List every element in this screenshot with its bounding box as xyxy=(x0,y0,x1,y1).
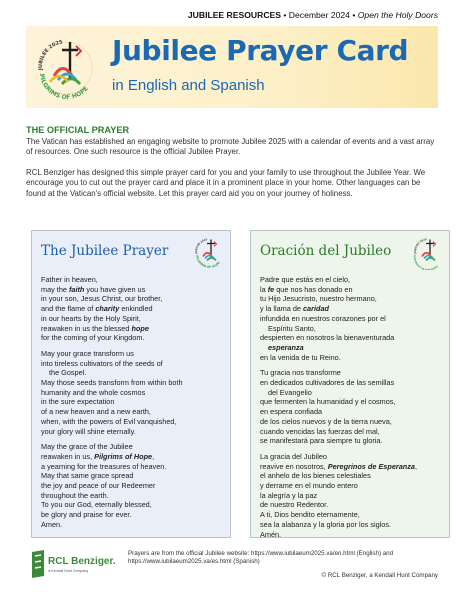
prayer-line xyxy=(41,324,231,334)
logo-top-text: JUBILEE 2025 xyxy=(37,39,64,71)
prayer-line: sea la alabanza y la gloria por los siglos. xyxy=(260,519,392,529)
english-logo-top-text: JUBILEE 2025 xyxy=(194,238,208,254)
header-date: December 2024 xyxy=(288,10,350,20)
intro-paragraph-2: RCL Benziger has designed this simple prayer card for you and your family to use throughout the Jubilee Year. We encourage you to cut out the prayer card and place it in a prominent place in your home. Other languages can be found at the Vatican's official website. Let this prayer card aid you on your journey of holiness. xyxy=(26,168,426,198)
prayer-line xyxy=(41,304,231,314)
prayer-line: en dedicados cultivadores de las semillas xyxy=(260,378,395,388)
jubilee-logo-small xyxy=(192,234,226,270)
prayer-line: To you our God, eternally blessed, xyxy=(41,500,152,510)
prayer-line: del Evangelio xyxy=(268,387,312,397)
rcl-benziger-logo xyxy=(30,548,120,580)
prayer-line: throughout the earth. xyxy=(41,490,109,500)
prayer-line xyxy=(260,462,450,472)
footer-source-note: Prayers are from the official Jubilee website: https://www.iubilaeum2025.va/en.html (English) and https://www.iubilaeum2025.va/es.html (Spanish) xyxy=(128,550,394,565)
prayer-line: the Gospel. xyxy=(49,368,87,378)
spanish-card-title: Oración del Jubileo xyxy=(260,243,392,259)
footer-brand-sub: A Kendall Hunt Company xyxy=(48,569,89,573)
prayer-line: in the sure expectation xyxy=(41,397,115,407)
header-sep-2: • xyxy=(349,10,358,20)
prayer-line: when, with the powers of Evil vanquished, xyxy=(41,416,177,426)
prayer-line xyxy=(260,304,450,314)
prayer-line: Tu gracia nos transforme xyxy=(260,368,341,378)
svg-text:JUBILEE 2025 xyxy=(38,39,64,71)
emphasis-peregrinos-de-esperanza: Peregrinos de Esperanza xyxy=(327,461,415,471)
prayer-line: tu Hijo Jesucristo, nuestro hermano, xyxy=(260,294,377,304)
spanish-logo-bottom-text: PEREGRINOS DE E RANZA xyxy=(412,254,439,270)
prayer-line-part: que nos has donado en xyxy=(274,284,353,294)
header-resources: JUBILEE RESOURCES xyxy=(187,10,281,20)
spanish-logo-top-text: JUBILEO 2025 xyxy=(413,238,428,254)
prayer-line-part: , xyxy=(414,461,417,471)
prayer-line: y derrame en el mundo entero xyxy=(260,481,358,491)
svg-text:JUBILEO 2025 xyxy=(413,237,427,255)
section-heading: THE OFFICIAL PRAYER xyxy=(26,125,130,135)
prayer-line: Amén. xyxy=(260,529,282,539)
svg-text:PILGRIMS OF HOPE xyxy=(195,255,221,269)
prayer-line: en espera confiada xyxy=(260,407,323,417)
prayer-line-part: reawaken in us, xyxy=(41,451,95,461)
prayer-line: que fermenten la humanidad y el cosmos, xyxy=(260,397,396,407)
prayer-line: de nuestro Redentor. xyxy=(260,500,329,510)
prayer-line: A ti, Dios bendito eternamente, xyxy=(260,510,360,520)
header-line xyxy=(188,10,438,20)
footer-copyright: © RCL Benziger, a Kendall Hunt Company xyxy=(321,572,438,579)
prayer-line: en la venida de tu Reino. xyxy=(260,352,341,362)
emphasis-esperanza: esperanza xyxy=(268,342,304,352)
prayer-line-part: and the flame of xyxy=(41,304,96,314)
prayer-line: La gracia del Jubileo xyxy=(260,451,327,461)
spanish-prayer-text xyxy=(260,275,450,539)
prayer-line-part: reawaken in us the blessed xyxy=(41,323,132,333)
prayer-line: Padre que estás en el cielo, xyxy=(260,275,351,284)
header-tagline: Open the Holy Doors xyxy=(357,10,438,20)
footer-brand: RCL Benziger. xyxy=(48,556,116,567)
prayer-line: be glory and praise for ever. xyxy=(41,510,132,520)
prayer-line: Amen. xyxy=(41,519,63,529)
prayer-card-spanish xyxy=(250,230,450,538)
header-sep-1: • xyxy=(281,10,289,20)
prayer-line-part: , xyxy=(152,451,155,461)
prayer-line: in your son, Jesus Christ, our brother, xyxy=(41,294,163,304)
prayer-line: la alegría y la paz xyxy=(260,490,318,500)
english-card-title: The Jubilee Prayer xyxy=(41,243,169,259)
english-logo-bottom-text: PILGRIMS OF HOPE xyxy=(194,255,221,270)
jubilee-logo xyxy=(32,32,100,102)
prayer-line: infundida en nuestros corazones por el xyxy=(260,313,386,323)
emphasis-faith: faith xyxy=(68,284,85,294)
emphasis-caridad: caridad xyxy=(303,304,329,314)
page-title: Jubilee Prayer Card xyxy=(112,34,409,67)
prayer-line: your glory will shine eternally. xyxy=(41,426,136,436)
prayer-line: el anhelo de los bienes celestiales xyxy=(260,471,371,481)
prayer-line xyxy=(260,343,450,353)
intro-paragraph-1: The Vatican has established an engaging website to promote Jubilee 2025 with a calendar of events and a vast array of resources. One such resource is the official Jubilee Prayer. xyxy=(26,137,435,157)
prayer-line: into tireless cultivators of the seeds of xyxy=(41,358,163,368)
title-banner xyxy=(26,26,438,108)
prayer-line-part: may the xyxy=(41,284,69,294)
prayer-line-part: reavive en nosotros, xyxy=(260,461,328,471)
prayer-line: in our hearts by the Holy Spirit, xyxy=(41,313,141,323)
prayer-line: se manifestará para siempre tu gloria. xyxy=(260,436,383,446)
prayer-line-part: y la llama de xyxy=(260,304,303,314)
svg-text:JUBILEE 2025 xyxy=(194,237,208,255)
prayer-card-english xyxy=(31,230,231,538)
prayer-line xyxy=(41,285,231,295)
prayer-line: of a new heaven and a new earth, xyxy=(41,407,151,417)
prayer-line: a yearning for the treasures of heaven. xyxy=(41,461,167,471)
prayer-line: May those seeds transform from within both xyxy=(41,378,183,388)
prayer-line: Father in heaven, xyxy=(41,275,98,284)
prayer-line-part: enkindled xyxy=(119,304,153,314)
emphasis-fe: fe xyxy=(267,284,275,294)
prayer-line: Espíritu Santo, xyxy=(268,323,316,333)
logo-bottom-text: PILGRIMS OF HOPE xyxy=(37,73,90,102)
emphasis-pilgrims-of-hope: Pilgrims of Hope xyxy=(94,451,153,461)
english-prayer-text xyxy=(41,275,231,530)
emphasis-hope: hope xyxy=(131,323,149,333)
prayer-line: for the coming of your Kingdom. xyxy=(41,333,145,343)
prayer-line: May that same grace spread xyxy=(41,471,134,481)
prayer-line: the joy and peace of our Redeemer xyxy=(41,481,156,491)
prayer-line: May your grace transform us xyxy=(41,348,134,358)
prayer-line-part: la xyxy=(260,284,268,294)
jubileo-logo-small xyxy=(411,234,445,270)
prayer-line-part: you have given us xyxy=(84,284,146,294)
prayer-line: humanity and the whole cosmos xyxy=(41,387,146,397)
prayer-line: cuando vencidas las fuerzas del mal, xyxy=(260,426,380,436)
prayer-line xyxy=(260,285,450,295)
emphasis-charity: charity xyxy=(95,304,120,314)
page-subtitle: in English and Spanish xyxy=(112,77,265,94)
prayer-line xyxy=(41,452,231,462)
prayer-line: de los cielos nuevos y de la tierra nueva, xyxy=(260,416,392,426)
prayer-line: May the grace of the Jubilee xyxy=(41,442,133,452)
prayer-line: despierten en nosotros la bienaventurada xyxy=(260,333,395,343)
